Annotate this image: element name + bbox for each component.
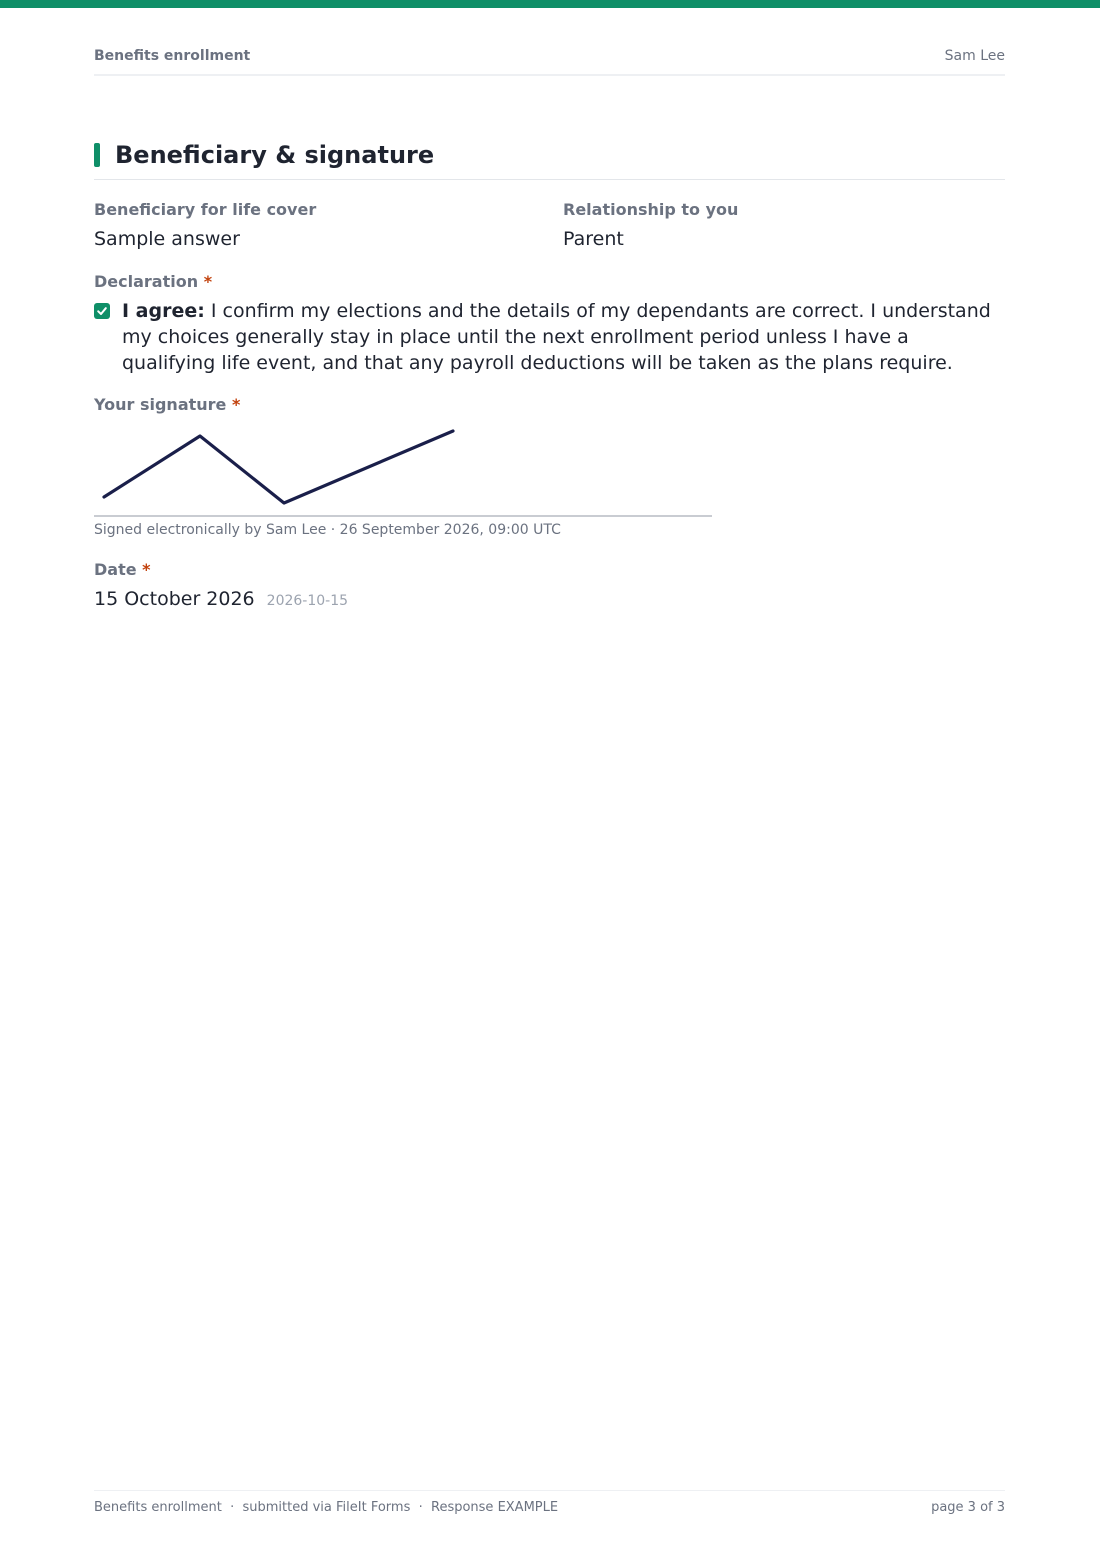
date-iso-value: 2026-10-15 xyxy=(266,593,349,609)
page-number: page 3 of 3 xyxy=(931,1500,1005,1515)
relationship-label: Relationship to you xyxy=(563,200,739,219)
signature-field xyxy=(94,395,714,539)
required-marker: * xyxy=(231,395,241,414)
signature-caption: Signed electronically by Sam Lee · 26 September 2026, 09:00 UTC xyxy=(94,522,561,538)
date-value-row xyxy=(94,586,694,612)
required-marker: * xyxy=(203,272,213,291)
declaration-checkbox-checked-icon[interactable] xyxy=(94,303,110,319)
declaration-consent xyxy=(94,298,1005,376)
date-label-text: Date xyxy=(94,560,137,579)
declaration-label xyxy=(94,272,1005,292)
relationship-field xyxy=(563,200,1003,252)
beneficiary-field xyxy=(94,200,534,252)
section-accent-marker xyxy=(94,143,100,167)
page-footer xyxy=(94,1490,1005,1520)
required-marker: * xyxy=(142,560,151,579)
checkmark-icon xyxy=(96,305,108,317)
signature-pad xyxy=(94,417,712,517)
date-value: 15 October 2026 xyxy=(94,588,255,610)
signature-label-text: Your signature xyxy=(94,395,227,414)
declaration-label-text: Declaration xyxy=(94,272,199,291)
agree-label: I agree: xyxy=(122,300,205,322)
signature-drawing xyxy=(94,417,712,517)
page-header xyxy=(94,48,1005,76)
declaration-body: I confirm my elections and the details of my dependants are correct. I understand my choices generally stay in place until the next enrollment period unless I have a qualifying life event, and that any payroll deductions will be taken as the plans require. xyxy=(122,300,991,374)
date-field xyxy=(94,560,694,612)
beneficiary-label: Beneficiary for life cover xyxy=(94,200,317,219)
section-title: Beneficiary & signature xyxy=(115,141,435,169)
footer-info: Benefits enrollment · submitted via FileIt Forms · Response EXAMPLE xyxy=(94,1500,559,1515)
section-heading xyxy=(94,140,1005,180)
beneficiary-value: Sample answer xyxy=(94,228,240,250)
date-label xyxy=(94,560,694,580)
declaration-field xyxy=(94,272,1005,376)
signature-label xyxy=(94,395,714,415)
user-name: Sam Lee xyxy=(944,48,1005,64)
relationship-value: Parent xyxy=(563,228,624,250)
declaration-text xyxy=(122,298,1005,376)
document-title: Benefits enrollment xyxy=(94,48,251,64)
top-accent-bar xyxy=(0,0,1100,8)
